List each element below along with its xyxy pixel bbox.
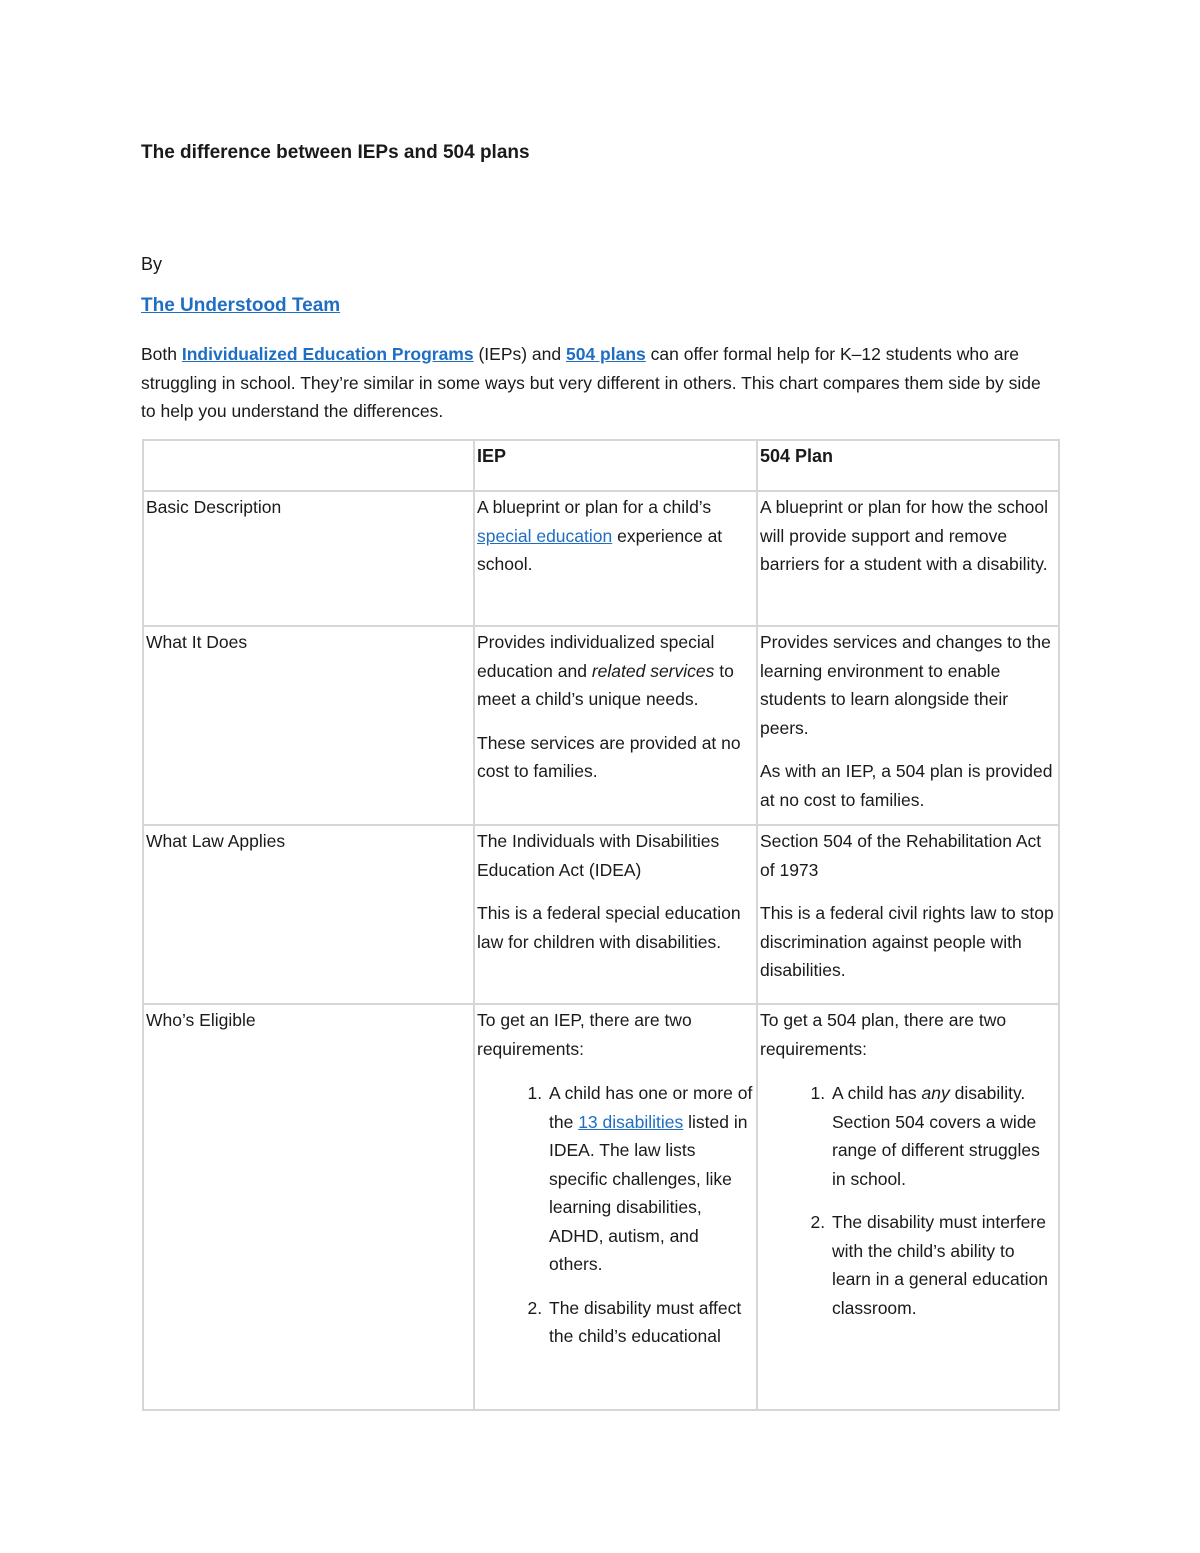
cell-emphasis: related services bbox=[591, 660, 715, 681]
cell-paragraph: As with an IEP, a 504 plan is provided at no cost to families. bbox=[760, 761, 1053, 810]
cell-text: disability. Section 504 covers a wide range of different struggles in school. bbox=[832, 1083, 1040, 1189]
table-row bbox=[143, 491, 1059, 626]
header-cell-empty bbox=[143, 440, 474, 491]
cell-paragraph: Section 504 of the Rehabilitation Act of 1973 bbox=[760, 831, 1042, 880]
504-plans-link[interactable]: 504 plans bbox=[566, 344, 646, 364]
table-row bbox=[143, 825, 1059, 1004]
cell-basic-504: A blueprint or plan for how the school will provide support and remove barriers for a student with a disability. bbox=[757, 491, 1059, 626]
intro-text-3: can offer formal help for K–12 students who are struggling in school. They’re similar in some ways but very different in others. This chart compares them side by side to help you understand the differences. bbox=[141, 344, 1041, 421]
list-item: 2. The disability must interfere with the child’s ability to learn in a general education classroom. bbox=[830, 1208, 1058, 1322]
row-label-law: What Law Applies bbox=[143, 825, 474, 1004]
list-item: 2. The disability must affect the child’s educational bbox=[547, 1294, 756, 1351]
13-disabilities-link[interactable]: 13 disabilities bbox=[578, 1111, 684, 1132]
cell-paragraph: The Individuals with Disabilities Education Act (IDEA) bbox=[477, 831, 720, 880]
504-requirements-list bbox=[760, 1079, 1058, 1322]
cell-text: to meet a child’s unique needs. bbox=[477, 660, 734, 709]
author-link-text[interactable]: The Understood Team bbox=[141, 295, 341, 316]
cell-what-iep bbox=[474, 626, 757, 825]
header-cell-504 bbox=[757, 440, 1059, 491]
intro-text-2: (IEPs) and bbox=[473, 344, 566, 364]
list-item bbox=[830, 1079, 1058, 1193]
list-item bbox=[547, 1079, 756, 1279]
cell-law-504 bbox=[757, 825, 1059, 1004]
cell-paragraph: To get a 504 plan, there are two requirements: bbox=[760, 1010, 1007, 1059]
cell-law-iep bbox=[474, 825, 757, 1004]
row-label-what: What It Does bbox=[143, 626, 474, 825]
intro-text-1: Both bbox=[141, 344, 182, 364]
page-title: The difference between IEPs and 504 plans bbox=[141, 142, 530, 163]
cell-paragraph: This is a federal special education law for children with disabilities. bbox=[477, 903, 741, 952]
author-link[interactable] bbox=[141, 295, 340, 317]
cell-text: A child has one or more of the bbox=[549, 1083, 753, 1132]
table-row bbox=[143, 626, 1059, 825]
cell-paragraph: To get an IEP, there are two requirements: bbox=[477, 1010, 692, 1059]
cell-paragraph bbox=[477, 628, 756, 714]
cell-what-504 bbox=[757, 626, 1059, 825]
cell-paragraph: These services are provided at no cost to families. bbox=[477, 732, 741, 781]
cell-emphasis: any bbox=[921, 1083, 950, 1103]
cell-basic-iep bbox=[474, 491, 757, 626]
cell-text: A blueprint or plan for a child’s bbox=[477, 497, 712, 517]
comparison-table bbox=[142, 439, 1060, 1411]
cell-text: A child has bbox=[832, 1083, 922, 1103]
cell-text: Provides individualized special education and bbox=[477, 632, 715, 681]
iep-link[interactable]: Individualized Education Programs bbox=[181, 344, 474, 364]
row-label-basic: Basic Description bbox=[143, 491, 474, 626]
byline-by: By bbox=[141, 254, 163, 274]
header-cell-iep bbox=[474, 440, 757, 491]
cell-text: listed in IDEA. The law lists specific challenges, like learning disabilities, ADHD, autism, and others. bbox=[549, 1111, 748, 1274]
cell-paragraph: This is a federal civil rights law to stop discrimination against people with disabilities. bbox=[760, 903, 1054, 980]
cell-eligible-504 bbox=[757, 1004, 1059, 1410]
table-row bbox=[143, 1004, 1059, 1410]
cell-text: experience at school. bbox=[477, 525, 723, 574]
header-504-label: 504 Plan bbox=[760, 446, 834, 466]
cell-paragraph: Provides services and changes to the learning environment to enable students to learn alongside their peers. bbox=[760, 632, 1051, 738]
cell-eligible-iep bbox=[474, 1004, 757, 1410]
table-header-row bbox=[143, 440, 1059, 491]
row-label-eligible: Who’s Eligible bbox=[143, 1004, 474, 1410]
intro-paragraph bbox=[141, 340, 1051, 426]
special-education-link[interactable]: special education bbox=[477, 525, 613, 546]
iep-requirements-list bbox=[477, 1079, 756, 1351]
header-iep-label: IEP bbox=[477, 446, 507, 466]
